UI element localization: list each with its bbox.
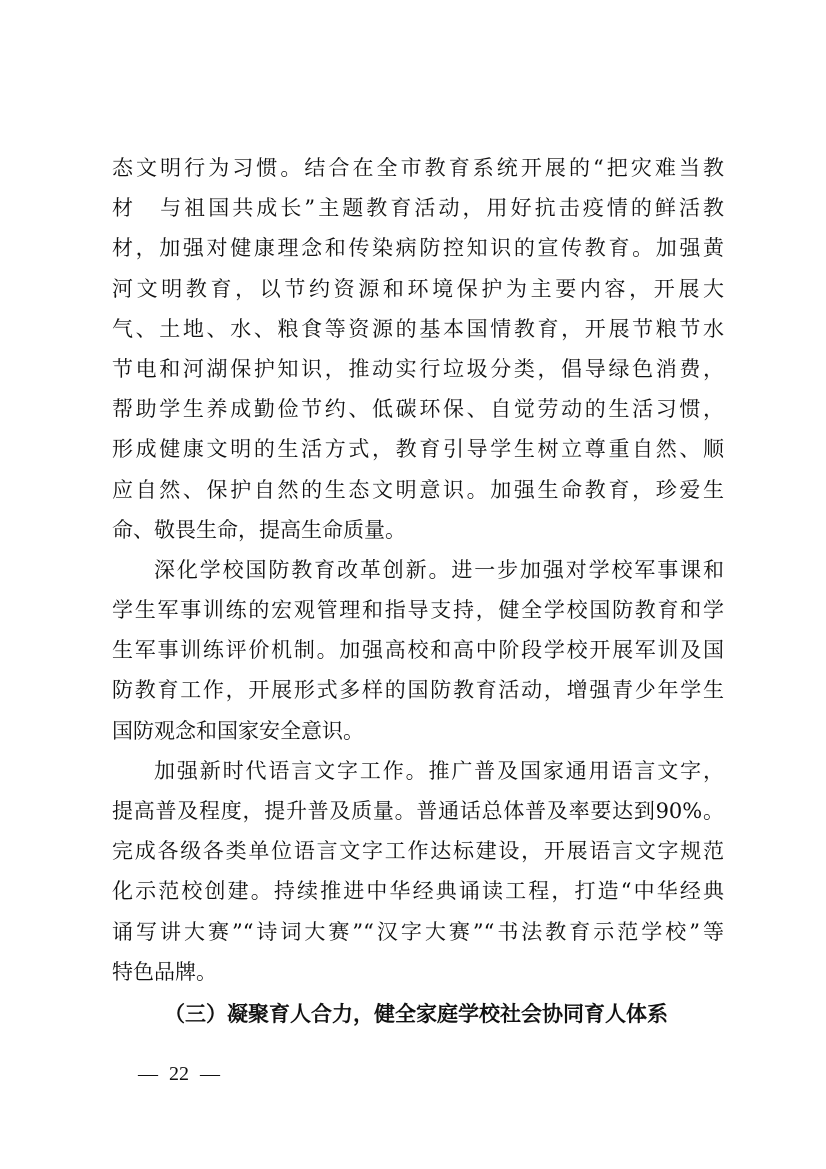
paragraph-2-line-3: 生军事训练评价机制。加强高校和高中阶段学校开展军训及国 — [112, 638, 724, 663]
paragraph-2-line-4: 防教育工作，开展形式多样的国防教育活动，增强青少年学生 — [112, 678, 724, 703]
paragraph-3-line-3: 完成各级各类单位语言文字工作达标建设，开展语言文字规范 — [112, 839, 724, 864]
paragraph-3-line-2: 提高普及程度，提升普及质量。普通话总体普及率要达到90%。 — [112, 799, 724, 823]
footer-dash-left: — — [138, 1063, 158, 1085]
footer-dash-right: — — [200, 1063, 220, 1085]
paragraph-2-line-5: 国防观念和国家安全意识。 — [112, 718, 364, 743]
paragraph-1-line-4: 河文明教育，以节约资源和环境保护为主要内容，开展大 — [112, 276, 724, 301]
page-footer — [138, 1060, 220, 1088]
paragraph-1-line-5: 气、土地、水、粮食等资源的基本国情教育，开展节粮节水 — [112, 316, 724, 341]
paragraph-3-line-1: 加强新时代语言文字工作。推广普及国家通用语言文字， — [154, 758, 724, 783]
paragraph-2-line-2: 学生军事训练的宏观管理和指导支持，健全学校国防教育和学 — [112, 598, 724, 623]
paragraph-1-line-6: 节电和河湖保护知识，推动实行垃圾分类，倡导绿色消费， — [112, 356, 724, 381]
paragraph-1-line-3: 材，加强对健康理念和传染病防控知识的宣传教育。加强黄 — [112, 236, 724, 261]
paragraph-1-line-8: 形成健康文明的生活方式，教育引导学生树立尊重自然、顺 — [112, 437, 724, 462]
body-text — [112, 148, 724, 1034]
paragraph-1-line-10: 命、敬畏生命，提高生命质量。 — [112, 517, 406, 542]
page-number: 22 — [169, 1063, 189, 1085]
paragraph-1-line-1: 态文明行为习惯。结合在全市教育系统开展的“把灾难当教 — [112, 156, 724, 180]
paragraph-3-line-6: 特色品牌。 — [112, 959, 217, 984]
paragraph-1-line-2: 材 与祖国共成长”主题教育活动，用好抗击疫情的鲜活教 — [112, 196, 724, 221]
paragraph-1-line-9: 应自然、保护自然的生态文明意识。加强生命教育，珍爱生 — [112, 477, 724, 502]
paragraph-3-line-5: 诵写讲大赛”“诗词大赛”“汉字大赛”“书法教育示范学校”等 — [112, 919, 724, 944]
paragraph-2-line-1: 深化学校国防教育改革创新。进一步加强对学校军事课和 — [154, 557, 724, 582]
paragraph-1-line-7: 帮助学生养成勤俭节约、低碳环保、自觉劳动的生活习惯， — [112, 397, 724, 422]
paragraph-3-line-4: 化示范校创建。持续推进中华经典诵读工程，打造“中华经典 — [112, 879, 724, 904]
section-heading: （三）凝聚育人合力，健全家庭学校社会协同育人体系 — [164, 1000, 668, 1026]
